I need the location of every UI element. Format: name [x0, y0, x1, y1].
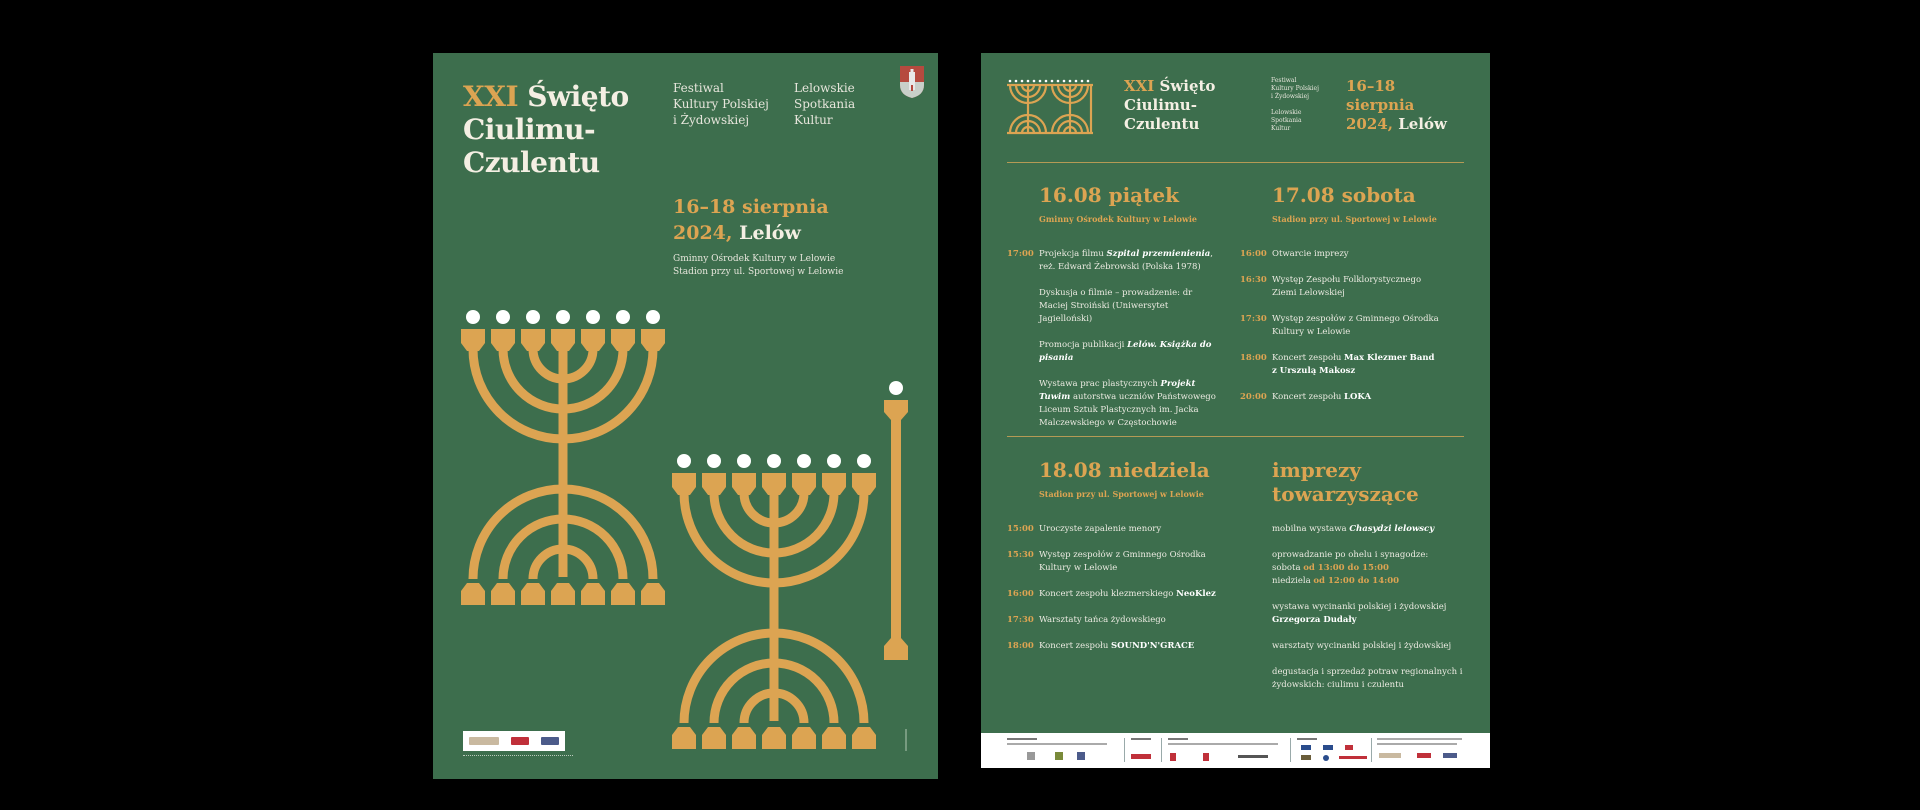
- divider: [1007, 162, 1464, 163]
- festival-programme-poster: [981, 53, 1490, 768]
- year: 2024,: [673, 222, 733, 244]
- year: 2024,: [1346, 115, 1393, 133]
- event-item: [1240, 391, 1440, 404]
- event-description: Dyskusja o filmie – prowadzenie: dr Maciej Stroiński (Uniwersytet Jagielloński): [1039, 288, 1193, 324]
- footer-separator: [1161, 738, 1162, 762]
- event-item: [1240, 352, 1440, 378]
- sponsor-logo: [541, 737, 559, 745]
- event-time: [1007, 287, 1039, 326]
- sponsor-group: [1168, 738, 1288, 763]
- dates-line: 16–18: [1346, 77, 1396, 95]
- event-item: [1007, 614, 1222, 627]
- ministry-logo: [469, 737, 499, 745]
- footer-separator: [1371, 738, 1372, 762]
- event-description: Występ zespołów z Gminnego Ośrodka Kultury w Lelowie: [1039, 550, 1206, 573]
- meetings-name: [794, 80, 855, 128]
- event-time: 18:00: [1240, 353, 1267, 363]
- venue-line: Gminny Ośrodek Kultury w Lelowie: [673, 254, 836, 264]
- side-event-item: warsztaty wycinanki polskiej i żydowskiej: [1272, 641, 1452, 651]
- title-line-2: Ciulimu-: [463, 113, 596, 146]
- event-item: [1240, 313, 1440, 339]
- side-event-item: degustacja i sprzedaż potraw regionalnych i żydowskich: ciulimu i czulentu: [1272, 667, 1463, 690]
- title-line-3: Czulentu: [1124, 115, 1200, 133]
- day-heading: 18.08 niedziela: [1039, 458, 1210, 482]
- day-section-friday: [1039, 183, 1239, 224]
- day-heading: 16.08 piątek: [1039, 183, 1179, 207]
- event-item: [1007, 287, 1222, 326]
- event-time: 17:30: [1240, 314, 1267, 324]
- event-time: 16:00: [1007, 589, 1034, 599]
- event-item: [1007, 248, 1222, 274]
- festival-line: i Żydowskiej: [673, 113, 750, 127]
- event-time: 16:30: [1240, 275, 1267, 285]
- menorah-icon: [461, 307, 669, 609]
- festival-line: Kultury Polskiej: [673, 97, 769, 111]
- event-list-friday: [1007, 248, 1222, 443]
- meetings-line: Kultur: [794, 113, 833, 127]
- divider: [1007, 436, 1464, 437]
- event-time: [1007, 378, 1039, 430]
- day-section-sunday: [1039, 458, 1239, 499]
- dates-line: 16–18 sierpnia: [673, 196, 829, 218]
- event-description: Wystawa prac plastycznych Projekt Tuwim autorstwa uczniów Państwowego Liceum Sztuk Plastycznych im. Jacka Malczewskiego w Częstochowie: [1039, 379, 1216, 428]
- event-time: 18:00: [1007, 641, 1034, 651]
- venue-line: Stadion przy ul. Sportowej w Lelowie: [673, 267, 844, 277]
- meetings-line: Spotkania: [1271, 117, 1302, 124]
- event-time: 17:30: [1007, 615, 1034, 625]
- event-item: [1007, 339, 1222, 365]
- title-line-1: Święto: [518, 80, 629, 113]
- event-item: [1240, 248, 1440, 261]
- event-item: [1007, 640, 1222, 653]
- event-dates: [673, 194, 829, 246]
- event-description: Warsztaty tańca żydowskiego: [1039, 615, 1166, 625]
- day-venue: Gminny Ośrodek Kultury w Lelowie: [1039, 214, 1198, 224]
- meetings-line: Kultur: [1271, 125, 1291, 132]
- event-time: 20:00: [1240, 392, 1267, 402]
- sponsor-logo: [511, 737, 529, 745]
- edition-label: XXI: [1124, 77, 1155, 95]
- event-time: 17:00: [1007, 249, 1034, 259]
- event-item: [1007, 549, 1222, 575]
- dates-line: sierpnia: [1346, 96, 1415, 114]
- festival-name: [673, 80, 769, 128]
- side-event-item: mobilna wystawa Chasydzi lelowscy: [1272, 524, 1435, 534]
- lelow-coat-of-arms-icon: [899, 65, 925, 99]
- event-item: [1007, 523, 1222, 536]
- candlestick-icon: [883, 380, 909, 680]
- event-item: [1007, 378, 1222, 430]
- meetings-line: Lelowskie: [794, 81, 855, 95]
- event-description: Koncert zespołu klezmerskiego NeoKlez: [1039, 589, 1216, 599]
- sponsor-group: [1377, 738, 1467, 763]
- event-dates: [1346, 77, 1447, 134]
- event-description: Występ Zespołu Folklorystycznego Ziemi Lelowskiej: [1272, 275, 1422, 298]
- programme-title: [1124, 77, 1215, 134]
- event-list-sunday: [1007, 523, 1222, 666]
- sponsor-group: [1007, 738, 1117, 763]
- festival-line: Festiwal: [673, 81, 724, 95]
- event-list-saturday: [1240, 248, 1440, 417]
- event-item: [1240, 274, 1440, 300]
- festival-name: [1271, 77, 1319, 133]
- side-events-list: [1272, 523, 1467, 705]
- festival-line: Festiwal: [1271, 77, 1297, 84]
- festival-line: i Żydowskiej: [1271, 93, 1310, 100]
- place: Lelów: [1392, 115, 1447, 133]
- event-description: Promocja publikacji Lelów. Książka do pisania: [1039, 340, 1212, 363]
- side-event-item: oprowadzanie po ohelu i synagodze: sobota od 13:00 do 15:00 niedziela od 12:00 do 14:00: [1272, 550, 1429, 586]
- footer-separator: [1290, 738, 1291, 762]
- poster-title: [463, 80, 629, 179]
- footer-separator: [1124, 738, 1125, 762]
- event-description: Projekcja filmu Szpital przemienienia, reż. Edward Żebrowski (Polska 1978): [1039, 249, 1213, 272]
- day-heading: 17.08 sobota: [1272, 183, 1416, 207]
- menorah-icon: [672, 451, 880, 753]
- title-line-2: Ciulimu-: [1124, 96, 1197, 114]
- title-line-3: Czulentu: [463, 146, 600, 179]
- side-events-heading: towarzyszące: [1272, 482, 1419, 506]
- event-item: [1007, 588, 1222, 601]
- day-venue: Stadion przy ul. Sportowej w Lelowie: [1272, 214, 1437, 224]
- event-time: 15:00: [1007, 524, 1034, 534]
- sponsor-logos: [463, 731, 565, 751]
- vertical-credit: [905, 729, 907, 751]
- event-time: 16:00: [1240, 249, 1267, 259]
- meetings-line: Lelowskie: [1271, 109, 1302, 116]
- side-events-heading: imprezy: [1272, 458, 1361, 482]
- sponsor-group: [1131, 738, 1156, 763]
- place: Lelów: [732, 222, 801, 244]
- event-description: Uroczyste zapalenie menory: [1039, 524, 1162, 534]
- event-description: Koncert zespołu Max Klezmer Band z Urszulą Makosz: [1272, 353, 1435, 376]
- venues: [673, 253, 843, 279]
- title-line-1: Święto: [1154, 77, 1216, 95]
- event-description: Występ zespołów z Gminnego Ośrodka Kultury w Lelowie: [1272, 314, 1439, 337]
- sponsor-group: [1297, 738, 1367, 763]
- edition-label: XXI: [463, 80, 519, 113]
- fine-print: [463, 755, 573, 761]
- day-section-saturday: [1272, 183, 1472, 224]
- day-venue: Stadion przy ul. Sportowej w Lelowie: [1039, 489, 1204, 499]
- sponsor-footer: [981, 733, 1490, 768]
- event-time: [1007, 339, 1039, 365]
- side-event-item: wystawa wycinanki polskiej i żydowskiej Grzegorza Dudały: [1272, 602, 1447, 625]
- event-time: 15:30: [1007, 550, 1034, 560]
- event-description: Koncert zespołu LOKA: [1272, 392, 1372, 402]
- event-description: Koncert zespołu SOUND'N'GRACE: [1039, 641, 1195, 651]
- festival-line: Kultury Polskiej: [1271, 85, 1319, 92]
- side-events-section: [1272, 458, 1472, 506]
- event-description: Otwarcie imprezy: [1272, 249, 1349, 259]
- festival-poster-main: [433, 53, 938, 779]
- meetings-line: Spotkania: [794, 97, 856, 111]
- double-menorah-logo-icon: [1007, 79, 1093, 135]
